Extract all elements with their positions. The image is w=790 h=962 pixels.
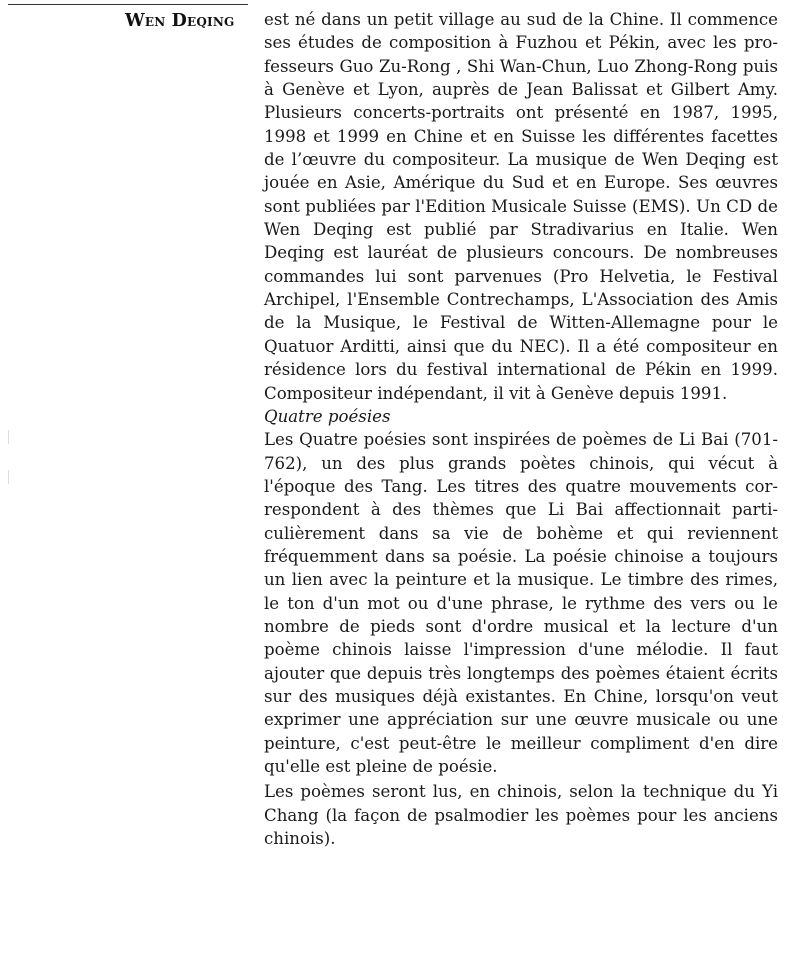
- text-column: [264, 8, 778, 850]
- work-description-paragraph: Les Quatre poésies sont inspirées de poèmes de Li Bai (701-762), un des plus grands poètes chinois, qui vécut à l'époque des Tang. Les titres des quatre mouvements correspondent à des thèmes que Li Bai affectionnait particulièrement dans sa vie de bohème et qui reviennent fréquemment dans sa poésie. La poésie chinoise a toujours un lien avec la peinture et la musique. Le timbre des rimes, le ton d'un mot ou d'une phrase, le rythme des vers ou le nombre de pieds sont d'ordre musical et la lecture d'un poème chinois laisse l'impression d'une mélodie. Il faut ajouter que depuis très longtemps des poèmes étaient écrits sur des musiques déjà existantes. En Chine, lorsqu'on veut exprimer une appréciation sur une œuvre musicale ou une peinture, c'est peut-être le meilleur compliment d'en dire qu'elle est pleine de poésie.: [264, 430, 778, 776]
- top-rule: [8, 4, 248, 5]
- margin-mark: [8, 430, 9, 444]
- biography-paragraph: est né dans un petit village au sud de la Chine. Il commence ses études de composition à Fuzhou et Pékin, avec les professeurs Guo Zu-Rong , Shi Wan-Chun, Luo Zhong-Rong puis à Genève et Lyon, auprès de Jean Balissat et Gilbert Amy. Plusieurs concerts-portraits ont présenté en 1987, 1995, 1998 et 1999 en Chine et en Suisse les différentes facettes de l’œuvre du compositeur. La musique de Wen Deqing est jouée en Asie, Amérique du Sud et en Europe. Ses œuvres sont publiées par l'Edition Musicale Suisse (EMS). Un CD de Wen Deqing est publié par Stradivarius en Italie. Wen Deqing est lauréat de plusieurs concours. De nombreuses commandes lui sont parvenues (Pro Helvetia, le Festival Archipel, l'Ensemble Contrechamps, L'Association des Amis de la Musique, le Festival de Witten-Allemagne pour le Quatuor Arditti, ainsi que du NEC). Il a été compositeur en résidence lors du festival international de Pékin en 1999. Compositeur indépendant, il vit à Genève depuis 1991.: [264, 10, 778, 403]
- reading-note-paragraph: Les poèmes seront lus, en chinois, selon la technique du Yi Chang (la façon de psalmodier les poèmes pour les anciens chinois).: [264, 782, 778, 849]
- author-name: Wen Deqing: [125, 11, 235, 31]
- margin-mark: [8, 470, 9, 484]
- work-title: Quatre poésies: [264, 406, 391, 426]
